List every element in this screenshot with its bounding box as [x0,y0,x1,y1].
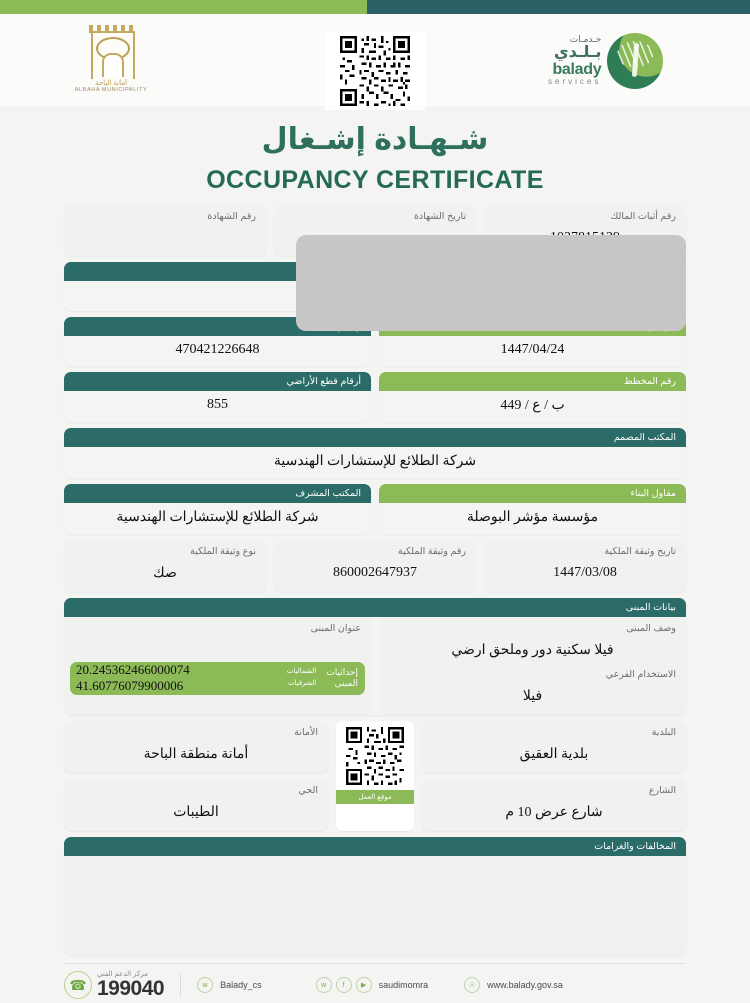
qr-code-icon [346,727,404,785]
northing-value: 20.245362466000074 [76,662,190,677]
twitter-cs-handle: Balady_cs [220,980,262,990]
twitter-icon: w [197,977,213,993]
certificate-date-label: تاريخ الشهادة [413,211,466,222]
support-phone-group [64,971,164,999]
field-amanah [64,721,328,773]
certificate-number-value [64,226,266,240]
field-contractor [379,484,686,534]
building-coordinates [70,662,365,695]
ownership-doc-type-label: نوع وثيقة الملكية [190,546,256,557]
social-handle-text: saudimomra [378,980,429,990]
amanah-district-column [64,721,328,831]
balady-english-name: balady [552,60,602,78]
twitter-cs-group[interactable] [197,977,262,993]
building-data-body [64,617,686,715]
balady-english-services: services [548,77,602,87]
ownership-doc-date-value: 1447/03/08 [553,565,617,580]
plan-number-label: رقم المخطط [379,372,686,391]
baladiyah-label: البلدية [651,727,676,738]
youtube-icon: ▶ [356,977,372,993]
field-district [64,779,328,831]
coordinate-values [70,662,284,695]
certificate-title-english: OCCUPANCY CERTIFICATE [206,166,544,194]
header-qr-code[interactable] [325,32,425,110]
balady-wordmark [548,35,601,86]
field-land-parcel-numbers [64,372,371,422]
municipality-logo-english: ALBAHA MUNICIPALITY [74,87,148,93]
field-supervising-office [64,484,371,534]
amanah-value: أمانة منطقة الباحة [143,747,249,762]
supervising-office-label: المكتب المشرف [64,484,371,503]
building-address-value [64,638,371,660]
building-description-label: وصف المبنى [626,623,676,634]
supervising-office-value: شركة الطلائع للإستشارات الهندسية [64,503,371,534]
district-label: الحي [298,785,318,796]
building-data-section [64,598,686,715]
district-value: الطيبات [173,805,219,820]
field-street [422,779,686,831]
field-design-office [64,428,686,478]
phone-icon: ☎ [64,971,92,999]
row-ownership-document [64,540,686,592]
building-sub-use-value: فيلا [522,689,543,704]
top-color-bar [0,0,750,14]
ownership-doc-date-label: تاريخ وثيقة الملكية [604,546,676,557]
top-bar-teal-segment [367,0,750,14]
violations-section [64,837,686,956]
street-value: شارع عرض 10 م [505,805,603,820]
contractor-label: مقاول البناء [379,484,686,503]
building-address-label: عنوان المبنى [310,623,361,634]
design-office-label: المكتب المصمم [64,428,686,447]
field-ownership-doc-number [274,540,476,592]
land-parcel-numbers-value: 855 [64,391,371,421]
field-ownership-doc-date [484,540,686,592]
easting-label: الشرقيات [287,680,317,688]
coordinates-label-line1: إحداثيات [326,667,358,677]
support-phone-number: 199040 [97,977,165,1000]
support-center-label: مركز الدعم الفني [97,971,148,978]
row-plan-and-parcels [64,372,686,422]
document-footer [64,963,686,999]
building-description-column [379,617,686,715]
social-handles-group[interactable] [316,977,429,993]
easting-value: 41.60776079900006 [76,678,184,694]
globe-icon: ☉ [464,977,480,993]
field-certificate-number [64,205,266,256]
coordinate-sub-labels [284,662,319,695]
work-location-qr-code[interactable] [336,721,414,831]
land-parcel-numbers-label: أرقام قطع الأراضي [64,372,371,391]
redaction-overlay [296,235,686,331]
municipality-logo [56,18,166,100]
coordinates-label-line2: المبنى [334,678,358,689]
building-description-value: فيلا سكنية دور وملحق ارضي [451,643,614,658]
field-ownership-doc-type [64,540,266,592]
baladiyah-street-column [422,721,686,831]
twitter-icon: w [316,977,332,993]
website-group[interactable] [464,977,563,993]
document-header [0,14,750,106]
balady-arabic-name: بـلـدي [553,43,602,61]
facebook-icon: f [336,977,352,993]
castle-tower-icon [83,25,139,77]
baladiyah-value: بلدية العقيق [519,747,589,762]
row-contractor-supervisor [64,484,686,534]
violations-title: المخالفات والغرامات [64,837,686,856]
building-permit-date-value: 1447/04/24 [379,336,686,366]
field-plan-number [379,372,686,422]
certificate-title-arabic: شـهـادة إشـغال [261,123,489,156]
row-design-office [64,428,686,478]
building-address-column [64,617,371,715]
field-baladiyah [422,721,686,773]
balady-arabic-services: خـدمـات [569,34,602,45]
violations-content [64,856,686,956]
qr-code-icon [340,36,410,106]
website-url: www.balady.gov.sa [487,980,563,990]
design-office-value: شركة الطلائع للإستشارات الهندسية [64,447,686,478]
support-phone-text [97,971,164,999]
location-section [64,721,686,831]
owner-id-label: رقم أثبات المالك [610,211,676,222]
balady-logo [548,30,698,92]
northing-label: الشماليات [286,668,317,676]
ownership-doc-number-label: رقم وثيقة الملكية [397,546,466,557]
ownership-doc-number-value: 860002647937 [333,565,417,580]
footer-divider [180,973,181,997]
qr-caption: موقع العمل [336,790,414,804]
building-data-title: بيانات المبنى [64,598,686,617]
municipality-logo-arabic: أمانة الباحة [95,80,127,87]
amanah-label: الأمانة [294,727,318,738]
street-label: الشارع [648,785,676,796]
contractor-value: مؤسسة مؤشر البوصلة [379,503,686,534]
palm-tree-icon [607,33,663,89]
plan-number-value: ب / ع / 449 [379,391,686,422]
building-permit-number-value: 470421226648 [64,336,371,366]
coordinates-label [319,662,365,695]
certificate-number-label: رقم الشهادة [207,211,256,222]
ownership-doc-type-value: صك [153,566,177,581]
building-sub-use-label: الاستخدام الفرعي [605,669,676,680]
top-bar-green-segment [0,0,367,14]
